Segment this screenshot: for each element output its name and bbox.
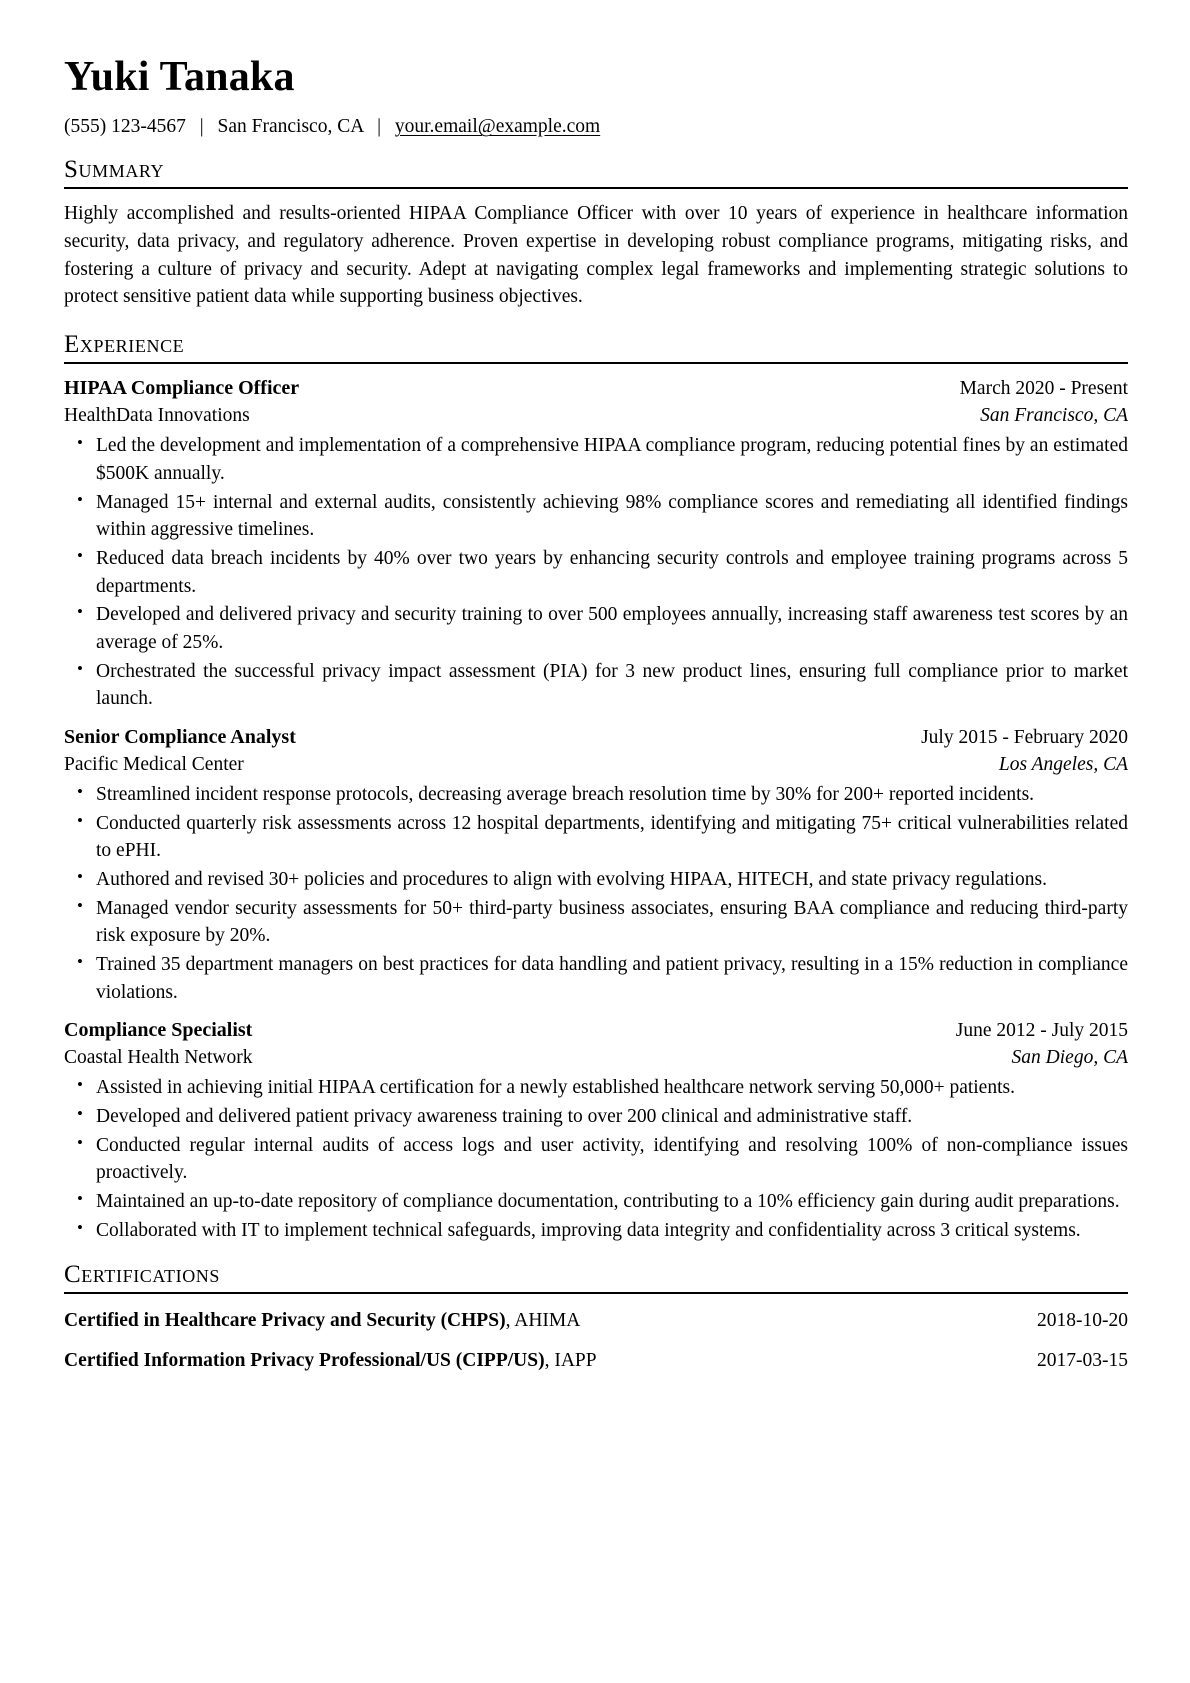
contact-separator-1: | — [199, 116, 204, 138]
certification-entry — [64, 1308, 1128, 1333]
job-bullet: • Streamlined incident response protocols, decreasing average breach resolution time by 30% for 200+ reported incidents. — [64, 781, 1128, 809]
job-bullet: • Reduced data breach incidents by 40% over two years by enhancing security controls and employee training programs across 5 departments. — [64, 545, 1128, 600]
job-dates: July 2015 - February 2020 — [921, 727, 1128, 749]
job-bullet: • Orchestrated the successful privacy impact assessment (PIA) for 3 new product lines, ensuring full compliance prior to market launch. — [64, 658, 1128, 713]
job-bullet-list — [64, 432, 1128, 713]
section-rule-summary — [64, 187, 1128, 189]
job-header-row — [64, 725, 1128, 751]
certification-entry — [64, 1348, 1128, 1373]
certification-name: Certified in Healthcare Privacy and Security (CHPS) — [64, 1310, 506, 1332]
job-location: San Francisco, CA — [980, 405, 1128, 427]
job-bullet-list — [64, 781, 1128, 1007]
job-location: San Diego, CA — [1011, 1047, 1128, 1069]
job-header-row — [64, 376, 1128, 402]
section-title-certifications: Certifications — [64, 1260, 220, 1288]
job-bullet: • Authored and revised 30+ policies and procedures to align with evolving HIPAA, HITECH, and state privacy regulations. — [64, 866, 1128, 894]
job-header-row — [64, 1018, 1128, 1044]
job-bullet: • Led the development and implementation of a comprehensive HIPAA compliance program, reducing potential fines by an estimated $500K annually. — [64, 432, 1128, 487]
section-rule-certifications — [64, 1292, 1128, 1294]
job-company: HealthData Innovations — [64, 405, 250, 427]
contact-location: San Francisco, CA — [217, 116, 364, 138]
contact-email-link[interactable]: your.email@example.com — [394, 116, 601, 138]
job-location: Los Angeles, CA — [998, 754, 1128, 776]
job-title: Compliance Specialist — [64, 1019, 253, 1042]
certification-issuer: , IAPP — [544, 1349, 597, 1371]
contact-separator-2: | — [377, 116, 381, 138]
experience-entry — [64, 725, 1128, 1006]
page-title: Yuki Tanaka — [64, 54, 295, 100]
job-bullet: • Collaborated with IT to implement technical safeguards, improving data integrity and confidentiality across 3 critical systems. — [64, 1217, 1128, 1245]
job-bullet: • Trained 35 department managers on best practices for data handling and patient privacy, resulting in a 15% reduction in compliance violations. — [64, 951, 1128, 1006]
job-company: Coastal Health Network — [64, 1047, 253, 1069]
certification-left — [64, 1348, 597, 1373]
job-company-row — [64, 753, 1128, 778]
contact-phone: (555) 123-4567 — [64, 116, 186, 138]
job-dates: March 2020 - Present — [959, 378, 1128, 400]
job-company-row — [64, 1046, 1128, 1071]
contact-line — [64, 114, 1128, 139]
job-title: HIPAA Compliance Officer — [64, 377, 300, 400]
job-bullet: • Developed and delivered patient privacy awareness training to over 200 clinical and administrative staff. — [64, 1103, 1128, 1131]
resume-header — [64, 54, 1128, 140]
job-bullet: • Managed vendor security assessments for 50+ third-party business associates, ensuring BAA compliance and reducing third-party risk exposure by 20%. — [64, 895, 1128, 950]
job-company-row — [64, 404, 1128, 429]
section-title-experience: Experience — [64, 330, 185, 358]
job-bullet: • Assisted in achieving initial HIPAA certification for a newly established healthcare network serving 50,000+ patients. — [64, 1074, 1128, 1102]
experience-entry — [64, 1018, 1128, 1244]
certification-date: 2017-03-15 — [1037, 1349, 1128, 1371]
certification-left — [64, 1308, 580, 1333]
job-dates: June 2012 - July 2015 — [955, 1020, 1128, 1042]
job-title: Senior Compliance Analyst — [64, 726, 296, 749]
section-certifications — [64, 1261, 1128, 1373]
job-company: Pacific Medical Center — [64, 754, 244, 776]
certification-name: Certified Information Privacy Professional/US (CIPP/US) — [64, 1349, 545, 1371]
job-bullet: • Maintained an up-to-date repository of compliance documentation, contributing to a 10% efficiency gain during audit preparations. — [64, 1188, 1128, 1216]
section-summary — [64, 156, 1128, 312]
section-title-summary: Summary — [64, 155, 165, 183]
job-bullet: • Conducted quarterly risk assessments across 12 hospital departments, identifying and mitigating 75+ critical vulnerabilities related to ePHI. — [64, 810, 1128, 865]
section-rule-experience — [64, 362, 1128, 364]
job-bullet: • Managed 15+ internal and external audits, consistently achieving 98% compliance scores and remediating all identified findings within aggressive timelines. — [64, 489, 1128, 544]
section-experience — [64, 331, 1128, 1245]
job-bullet-list — [64, 1074, 1128, 1244]
certification-date: 2018-10-20 — [1037, 1310, 1128, 1332]
summary-text: Highly accomplished and results-oriented HIPAA Compliance Officer with over 10 years of experience in healthcare information security, data privacy, and regulatory adherence. Proven expertise in developing robust compliance programs, mitigating risks, and fostering a culture of privacy and security. Adept at navigating complex legal frameworks and implementing strategic solutions to protect sensitive patient data while supporting business objectives. — [64, 203, 1128, 308]
experience-entry — [64, 376, 1128, 713]
job-bullet: • Developed and delivered privacy and security training to over 500 employees annually, increasing staff awareness test scores by an average of 25%. — [64, 601, 1128, 656]
job-bullet: • Conducted regular internal audits of access logs and user activity, identifying and resolving 100% of non-compliance issues proactively. — [64, 1132, 1128, 1187]
certification-issuer: , AHIMA — [505, 1310, 581, 1332]
